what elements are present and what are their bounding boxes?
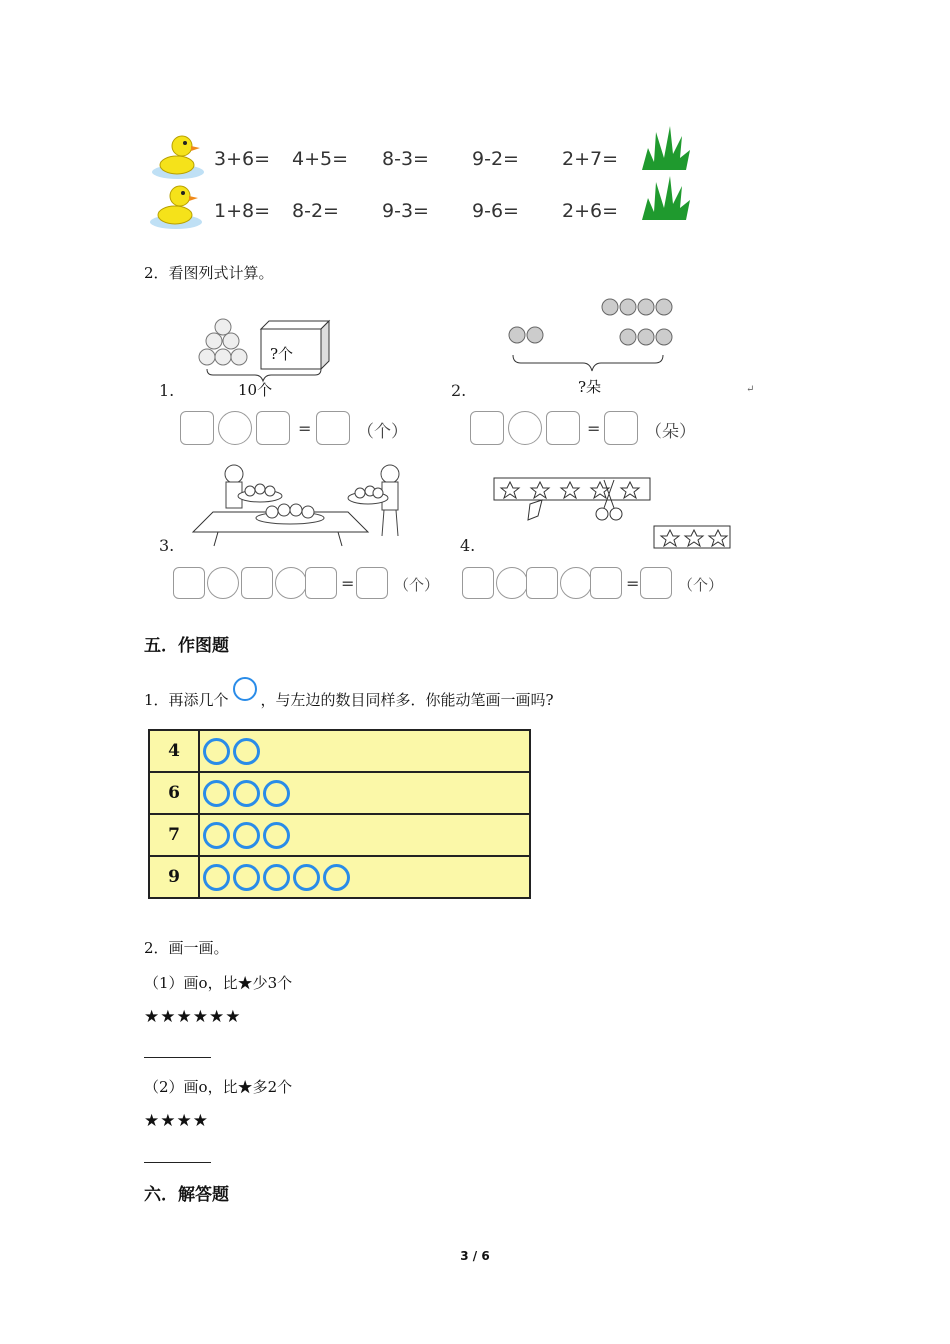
unit-label: （个） — [678, 576, 724, 594]
answer-box[interactable] — [526, 567, 558, 599]
equation: 9-2= — [472, 148, 519, 170]
circle-icon — [293, 864, 320, 891]
brace-label: ?朵 — [578, 378, 602, 396]
circle-icon — [203, 738, 230, 765]
answer-box[interactable] — [604, 411, 638, 445]
grass-icon — [640, 172, 692, 228]
question-text-start: 1．再添几个 — [144, 691, 229, 709]
answer-box[interactable] — [173, 567, 205, 599]
circle-icon — [203, 822, 230, 849]
circle-cell[interactable] — [199, 730, 530, 772]
circle-icon — [323, 864, 350, 891]
answer-box[interactable] — [316, 411, 350, 445]
answer-box[interactable] — [470, 411, 504, 445]
answer-box[interactable] — [462, 567, 494, 599]
section-heading: 五．作图题 — [144, 636, 229, 656]
operator-circle[interactable] — [560, 567, 592, 599]
unit-label: （个） — [394, 576, 440, 594]
return-mark: ↵ — [746, 384, 755, 395]
question-text — [144, 677, 554, 710]
equal-sign: = — [298, 419, 312, 438]
duck-icon — [148, 182, 204, 236]
section-heading: 六．解答题 — [144, 1185, 229, 1205]
equation: 8-2= — [292, 200, 339, 222]
page-number: 3 / 6 — [460, 1249, 490, 1263]
table-row — [149, 772, 530, 814]
answer-box[interactable] — [241, 567, 273, 599]
star-strip-illustration — [492, 474, 732, 558]
operator-circle[interactable] — [207, 567, 239, 599]
sub-question: （1）画o，比★少3个 — [144, 974, 293, 992]
circle-icon — [203, 780, 230, 807]
table-row — [149, 730, 530, 772]
circle-count-table — [148, 729, 531, 899]
row-number: 7 — [149, 814, 199, 856]
brace-label: 10个 — [238, 381, 273, 399]
problem-number: 4. — [460, 536, 476, 555]
sub-question: （2）画o，比★多2个 — [144, 1078, 293, 1096]
problem-number: 1. — [159, 381, 175, 400]
answer-line[interactable] — [144, 1162, 211, 1163]
equation: 4+5= — [292, 148, 349, 170]
blue-circle-icon — [233, 677, 257, 701]
grass-icon — [640, 122, 692, 178]
circle-icon — [203, 864, 230, 891]
circle-icon — [263, 780, 290, 807]
problem-number: 2. — [451, 381, 467, 400]
circle-icon — [233, 822, 260, 849]
circle-icon — [233, 738, 260, 765]
box-label: ?个 — [270, 345, 294, 363]
operator-circle[interactable] — [218, 411, 252, 445]
answer-box[interactable] — [305, 567, 337, 599]
table-row — [149, 814, 530, 856]
circle-cell[interactable] — [199, 814, 530, 856]
circle-cell[interactable] — [199, 772, 530, 814]
circle-icon — [233, 780, 260, 807]
circle-cell[interactable] — [199, 856, 530, 898]
equal-sign: = — [626, 574, 640, 593]
row-number: 9 — [149, 856, 199, 898]
equation: 2+6= — [562, 200, 619, 222]
question-title: 2．画一画。 — [144, 939, 229, 957]
circle-icon — [233, 864, 260, 891]
answer-box[interactable] — [256, 411, 290, 445]
unit-label: （个） — [357, 422, 408, 442]
unit-label: （朵） — [645, 422, 696, 442]
star-row: ★★★★★★ — [144, 1007, 242, 1027]
duck-icon — [150, 132, 206, 186]
question-title: 2．看图列式计算。 — [144, 264, 274, 282]
answer-line[interactable] — [144, 1057, 211, 1058]
problem-number: 3. — [159, 536, 175, 555]
answer-box[interactable] — [356, 567, 388, 599]
question-text-end: ，与左边的数目同样多．你能动笔画一画吗? — [260, 691, 554, 709]
table-row — [149, 856, 530, 898]
equation: 9-6= — [472, 200, 519, 222]
circle-icon — [263, 822, 290, 849]
equal-sign: = — [341, 574, 355, 593]
row-number: 4 — [149, 730, 199, 772]
equation: 3+6= — [214, 148, 271, 170]
operator-circle[interactable] — [275, 567, 307, 599]
circle-icon — [263, 864, 290, 891]
equation: 2+7= — [562, 148, 619, 170]
equal-sign: = — [587, 419, 601, 438]
equation: 1+8= — [214, 200, 271, 222]
answer-box[interactable] — [180, 411, 214, 445]
operator-circle[interactable] — [496, 567, 528, 599]
equation: 9-3= — [382, 200, 429, 222]
row-number: 6 — [149, 772, 199, 814]
table-apples-illustration — [188, 460, 418, 556]
star-row: ★★★★ — [144, 1111, 209, 1131]
answer-box[interactable] — [590, 567, 622, 599]
answer-box[interactable] — [640, 567, 672, 599]
answer-box[interactable] — [546, 411, 580, 445]
flowers-illustration — [505, 295, 680, 384]
operator-circle[interactable] — [508, 411, 542, 445]
equation: 8-3= — [382, 148, 429, 170]
